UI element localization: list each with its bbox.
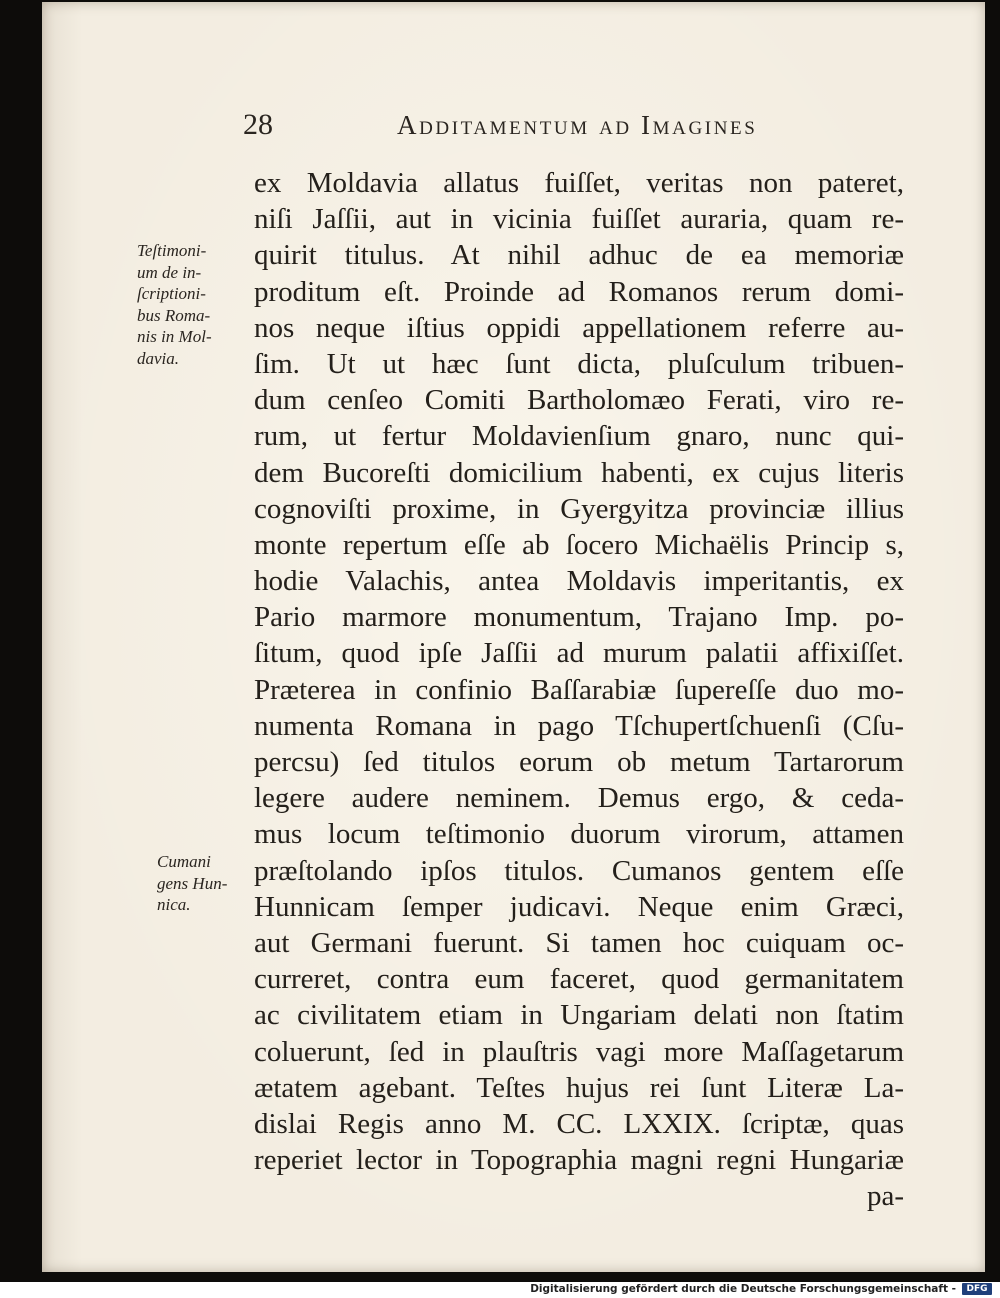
text-line: ex Moldavia allatus fuiſſet, veritas non pateret, xyxy=(254,167,904,199)
text-line: dislai Regis anno M. CC. LXXIX. ſcriptæ, quas xyxy=(254,1107,904,1140)
text-line: mus locum teſtimonio duorum virorum, attamen xyxy=(254,818,904,851)
text-line: niſi Jaſſii, aut in vicinia fuiſſet auraria, quam re- xyxy=(254,203,904,236)
margin-note-line: nis in Mol- xyxy=(137,327,212,346)
text-line: Hunnicam ſemper judicavi. Neque enim Græci, xyxy=(254,890,904,923)
text-line: dum cenſeo Comiti Bartholomæo Ferati, viro re- xyxy=(254,384,904,417)
text-line: ætatem agebant. Teſtes hujus rei ſunt Literæ La- xyxy=(254,1071,904,1104)
margin-note-line: gens Hun- xyxy=(157,873,228,893)
body-text xyxy=(254,165,904,1214)
text-line: Pario marmore monumentum, Trajano Imp. po- xyxy=(254,601,904,634)
margin-note-line: ſcriptioni- xyxy=(137,284,206,303)
text-line: legere audere neminem. Demus ergo, & ceda- xyxy=(254,782,904,815)
text-line: quirit titulus. At nihil adhuc de ea memoriæ xyxy=(254,239,904,272)
margin-note-line: nica. xyxy=(157,895,191,914)
text-line: hodie Valachis, antea Moldavis imperitantis, ex xyxy=(254,565,904,598)
text-line: coluerunt, ſed in plauſtris vagi more Maſſagetarum xyxy=(254,1035,904,1068)
text-line: proditum eſt. Proinde ad Romanos rerum domi- xyxy=(254,275,904,308)
margin-note-testimonium xyxy=(137,240,212,369)
text-line: aut Germani fuerunt. Si tamen hoc cuiquam oc- xyxy=(254,926,904,959)
margin-note-cumani xyxy=(157,851,227,916)
catchword: pa- xyxy=(866,1180,904,1213)
text-line: ac civilitatem etiam in Ungariam delati non ſtatim xyxy=(254,999,904,1032)
page-number: 28 xyxy=(243,108,273,141)
text-line: ſim. Ut ut hæc ſunt dicta, pluſculum tribuen- xyxy=(254,347,904,380)
text-line: monte repertum eſſe ab ſocero Michaëlis Princip s, xyxy=(254,528,904,561)
text-line: Præterea in confinio Baſſarabiæ ſupereſſe duo mo- xyxy=(254,673,904,706)
text-line: præſtolando ipſos titulos. Cumanos gentem eſſe xyxy=(254,854,904,887)
margin-note-line: Cumani xyxy=(157,852,211,871)
text-line: rum, ut fertur Moldavienſium gnaro, nunc qui- xyxy=(254,420,904,453)
text-line: reperiet lector in Topographia magni regni Hungariæ xyxy=(254,1144,904,1177)
running-head: Additamentum ad Imagines xyxy=(397,110,758,140)
margin-note-line: bus Roma- xyxy=(137,305,211,325)
text-line: numenta Romana in pago Tſchupertſchuenſi (Cſu- xyxy=(254,709,904,742)
margin-note-line: davia. xyxy=(137,348,180,368)
text-line: ſitum, quod ipſe Jaſſii ad murum palatii affixiſſet. xyxy=(254,637,904,670)
funding-credit: Digitalisierung gefördert durch die Deutsche Forschungsgemeinschaft - xyxy=(530,1283,956,1295)
dfg-logo-icon: DFG xyxy=(962,1283,992,1295)
text-line: curreret, contra eum faceret, quod germanitatem xyxy=(254,963,904,996)
text-line: percsu) ſed titulos eorum ob metum Tartarorum xyxy=(254,746,904,778)
text-line: cognoviſti proxime, in Gyergyitza provinciæ illius xyxy=(254,492,904,525)
text-line: nos neque iſtius oppidi appellationem referre au- xyxy=(254,311,904,344)
margin-note-line: um de in- xyxy=(137,262,202,282)
margin-note-line: Teſtimoni- xyxy=(137,241,207,260)
text-line: dem Bucoreſti domicilium habenti, ex cujus literis xyxy=(254,456,904,489)
